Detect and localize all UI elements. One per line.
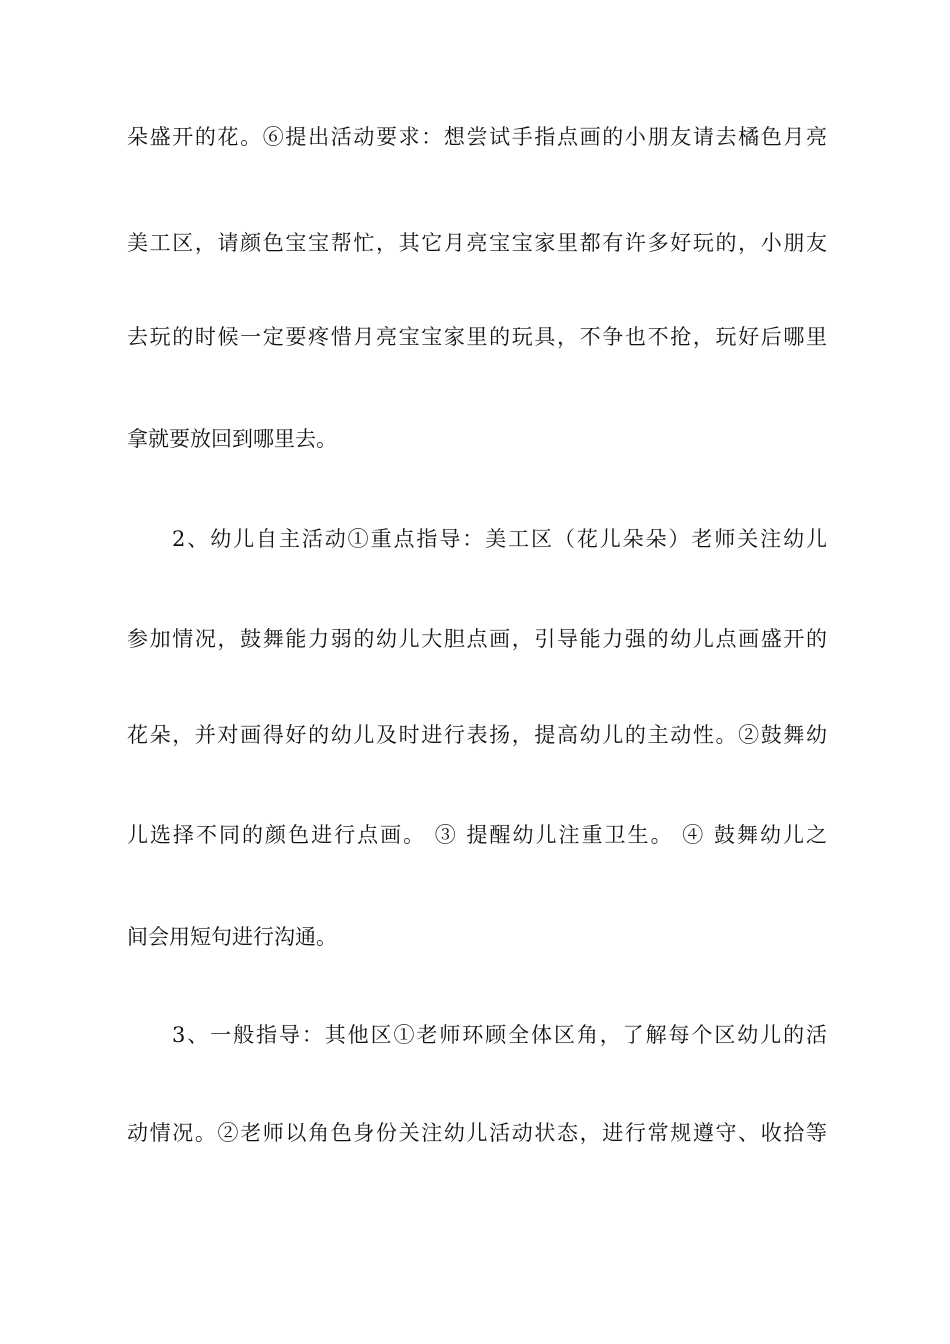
paragraph-first-line: 2、幼儿自主活动①重点指导：美工区（花儿朵朵）老师关注幼儿 [172,527,827,551]
text-line: 参加情况，鼓舞能力弱的幼儿大胆点画，引导能力强的幼儿点画盛开的 [127,627,827,651]
text-line: 动情况。②老师以角色身份关注幼儿活动状态，进行常规遵守、收拾等 [127,1121,827,1145]
text-line: 花朵，并对画得好的幼儿及时进行表扬，提高幼儿的主动性。②鼓舞幼 [127,723,827,747]
text-line: 间会用短句进行沟通。 [127,925,337,949]
text-line: 美工区，请颜色宝宝帮忙，其它月亮宝宝家里都有许多好玩的，小朋友 [127,231,827,255]
text-line: 去玩的时候一定要疼惜月亮宝宝家里的玩具，不争也不抢，玩好后哪里 [127,325,827,349]
paragraph-first-line: 3、一般指导：其他区①老师环顾全体区角，了解每个区幼儿的活 [172,1023,827,1047]
text-line: 朵盛开的花。⑥提出活动要求：想尝试手指点画的小朋友请去橘色月亮 [127,125,827,149]
text-line: 拿就要放回到哪里去。 [127,427,337,451]
text-line: 儿选择不同的颜色进行点画。 ③ 提醒幼儿注重卫生。 ④ 鼓舞幼儿之 [127,823,827,847]
